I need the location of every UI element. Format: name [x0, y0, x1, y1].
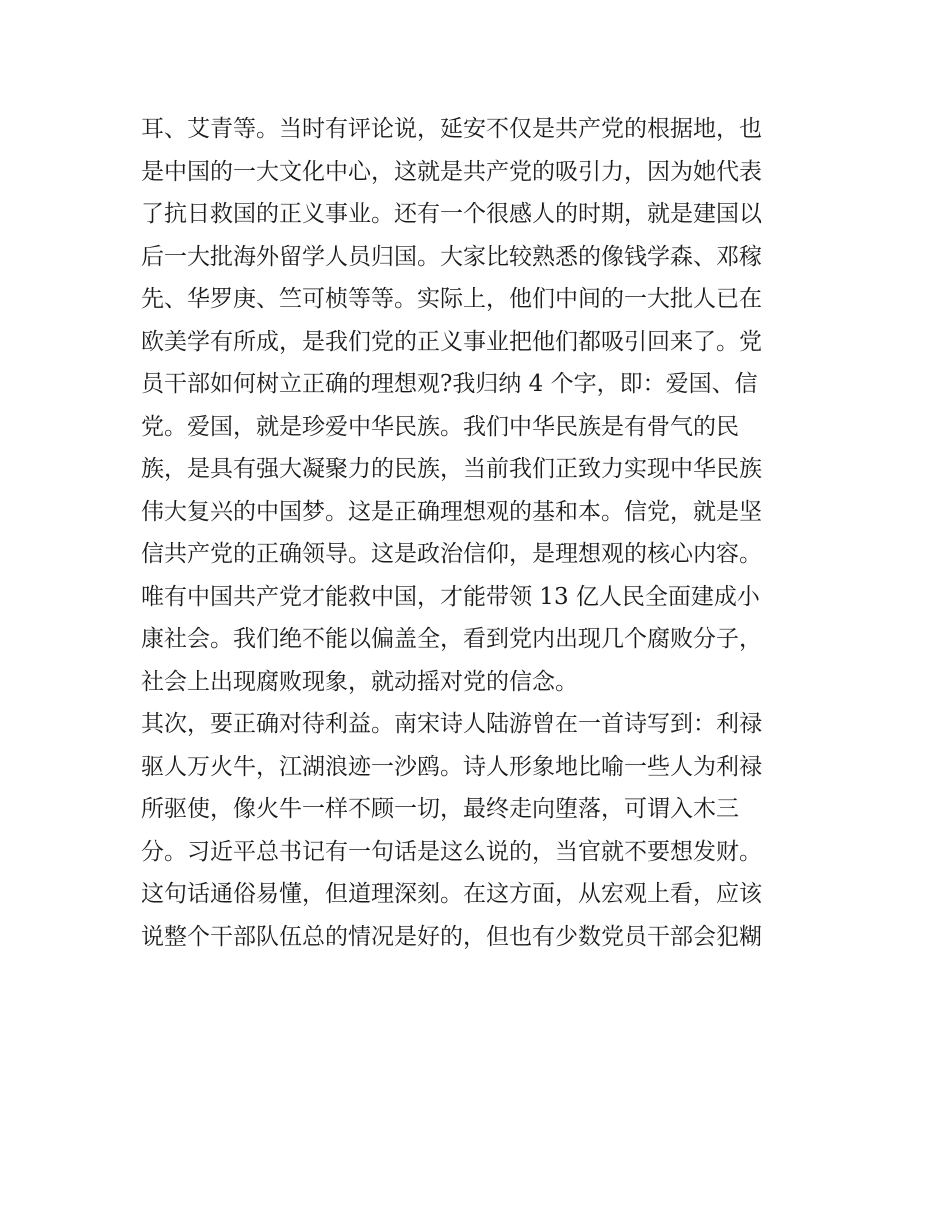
text-line: 欧美学有所成，是我们党的正义事业把他们都吸引回来了。党 [141, 328, 762, 355]
text-line: 唯有中国共产党才能救中国，才能带领 13 亿人民全面建成小 [141, 583, 760, 610]
text-line: 所驱使，像火牛一样不顾一切，最终走向堕落，可谓入木三 [141, 796, 739, 822]
text-line: 后一大批海外留学人员归国。大家比较熟悉的像钱学森、邓稼 [141, 243, 762, 270]
text-line: 信共产党的正确领导。这是政治信仰，是理想观的核心内容。 [141, 541, 762, 567]
text-line: 族，是具有强大凝聚力的民族，当前我们正致力实现中华民族 [141, 456, 762, 482]
text-line: 说整个干部队伍总的情况是好的，但也有少数党员干部会犯糊 [141, 923, 762, 950]
text-line: 了抗日救国的正义事业。还有一个很感人的时期，就是建国以 [141, 201, 762, 227]
text-line: 伟大复兴的中国梦。这是正确理想观的基和本。信党，就是坚 [141, 498, 762, 525]
text-line: 是中国的一大文化中心，这就是共产党的吸引力，因为她代表 [141, 158, 762, 185]
text-line: 党。爱国，就是珍爱中华民族。我们中华民族是有骨气的民 [141, 413, 739, 440]
text-line: 这句话通俗易懂，但道理深刻。在这方面，从宏观上看，应该 [141, 881, 762, 907]
text-line: 其次，要正确对待利益。南宋诗人陆游曾在一首诗写到：利禄 [141, 711, 762, 737]
text-line: 先、华罗庚、竺可桢等等。实际上，他们中间的一大批人已在 [141, 286, 762, 312]
text-line: 驱人万火牛，江湖浪迹一沙鸥。诗人形象地比喻一些人为利禄 [141, 753, 762, 780]
text-line: 社会上出现腐败现象，就动摇对党的信念。 [141, 668, 578, 695]
body-text [141, 108, 821, 958]
text-line: 康社会。我们绝不能以偏盖全，看到党内出现几个腐败分子， [141, 626, 762, 652]
text-line: 员干部如何树立正确的理想观?我归纳 4 个字，即：爱国、信 [141, 371, 758, 397]
text-line: 分。习近平总书记有一句话是这么说的，当官就不要想发财。 [141, 838, 762, 865]
text-line: 耳、艾青等。当时有评论说，延安不仅是共产党的根据地，也 [141, 116, 762, 142]
